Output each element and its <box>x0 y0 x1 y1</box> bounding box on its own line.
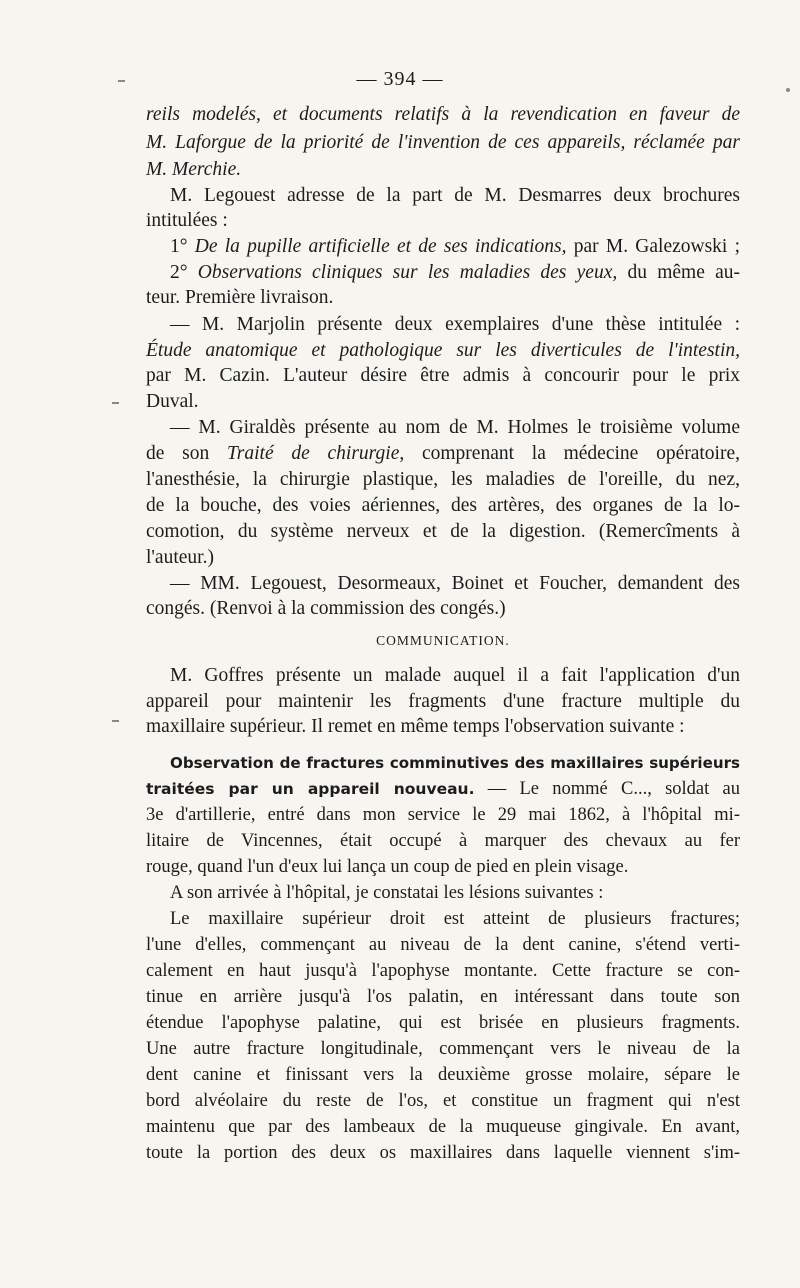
text-line: teur. Première livraison. <box>146 287 334 308</box>
text-line: de son Traité de chirurgie, comprenant la médecine opératoire, <box>146 443 740 464</box>
text-line: intitulées : <box>146 210 228 231</box>
text-line: 2° Observations cliniques sur les maladies des yeux, du même au- <box>170 262 741 283</box>
page-number: — 394 — <box>356 68 444 90</box>
text-line: congés. (Renvoi à la commission des congés.) <box>146 598 506 619</box>
text-line: étendue l'apophyse palatine, qui est brisée en plusieurs fragments. <box>146 1013 740 1033</box>
text-line: Étude anatomique et pathologique sur les diverticules de l'intestin, <box>146 340 740 361</box>
text-line: maxillaire supérieur. Il remet en même temps l'observation suivante : <box>146 716 685 737</box>
text-line: — M. Marjolin présente deux exemplaires d'une thèse intitulée : <box>170 314 740 335</box>
text-line: 3e d'artillerie, entré dans mon service le 29 mai 1862, à l'hôpital mi- <box>146 805 740 825</box>
scan-mark <box>112 720 119 722</box>
text-line: calement en haut jusqu'à l'apophyse montante. Cette fracture se con- <box>146 961 740 981</box>
section-heading: COMMUNICATION. <box>376 633 510 648</box>
text-line: tinue en arrière jusqu'à l'os palatin, en intéressant dans toute son <box>146 987 740 1007</box>
text-line: A son arrivée à l'hôpital, je constatai les lésions suivantes : <box>170 883 604 903</box>
text-line: comotion, du système nerveux et de la digestion. (Remercîments à <box>146 521 740 542</box>
text-line: reils modelés, et documents relatifs à la revendication en faveur de <box>146 104 740 125</box>
text-line: l'auteur.) <box>146 547 214 568</box>
text-line: 1° De la pupille artificielle et de ses indications, par M. Galezowski ; <box>170 236 740 257</box>
text-line: M. Legouest adresse de la part de M. Desmarres deux brochures <box>170 185 740 206</box>
scan-mark <box>112 402 119 404</box>
text-line: traitées par un appareil nouveau. — Le nommé C..., soldat au <box>146 779 740 799</box>
text-line: Duval. <box>146 391 199 412</box>
text-line: de la bouche, des voies aériennes, des artères, des organes de la lo- <box>146 495 740 516</box>
text-line: Le maxillaire supérieur droit est atteint de plusieurs fractures; <box>170 909 740 929</box>
text-line: M. Merchie. <box>146 159 242 180</box>
text-line: dent canine et finissant vers la deuxième grosse molaire, sépare le <box>146 1065 740 1085</box>
text-line: M. Goffres présente un malade auquel il a fait l'application d'un <box>170 665 740 686</box>
text-line: maintenu que par des lambeaux de la muqueuse gingivale. En avant, <box>146 1117 740 1137</box>
text-line: rouge, quand l'un d'eux lui lança un coup de pied en plein visage. <box>146 857 629 877</box>
text-line: bord alvéolaire du reste de l'os, et constitue un fragment qui n'est <box>146 1091 740 1111</box>
text-line: toute la portion des deux os maxillaires dans laquelle viennent s'im- <box>146 1143 740 1163</box>
scan-mark <box>786 88 790 92</box>
text-line: — MM. Legouest, Desormeaux, Boinet et Foucher, demandent des <box>170 573 740 594</box>
text-line: Une autre fracture longitudinale, commençant vers le niveau de la <box>146 1039 740 1059</box>
scan-mark <box>118 80 125 82</box>
text-line: l'une d'elles, commençant au niveau de la dent canine, s'étend verti- <box>146 935 740 955</box>
text-line: litaire de Vincennes, était occupé à marquer des chevaux au fer <box>146 831 740 851</box>
text-line: par M. Cazin. L'auteur désire être admis à concourir pour le prix <box>146 365 740 386</box>
text-line: appareil pour maintenir les fragments d'une fracture multiple du <box>146 691 740 712</box>
text-line: l'anesthésie, la chirurgie plastique, les maladies de l'oreille, du nez, <box>146 469 740 490</box>
text-line: — M. Giraldès présente au nom de M. Holmes le troisième volume <box>170 417 740 438</box>
observation-title: Observation de fractures comminutives des maxillaires supérieurs <box>170 754 740 772</box>
text-line: M. Laforgue de la priorité de l'invention de ces appareils, réclamée par <box>146 132 740 153</box>
